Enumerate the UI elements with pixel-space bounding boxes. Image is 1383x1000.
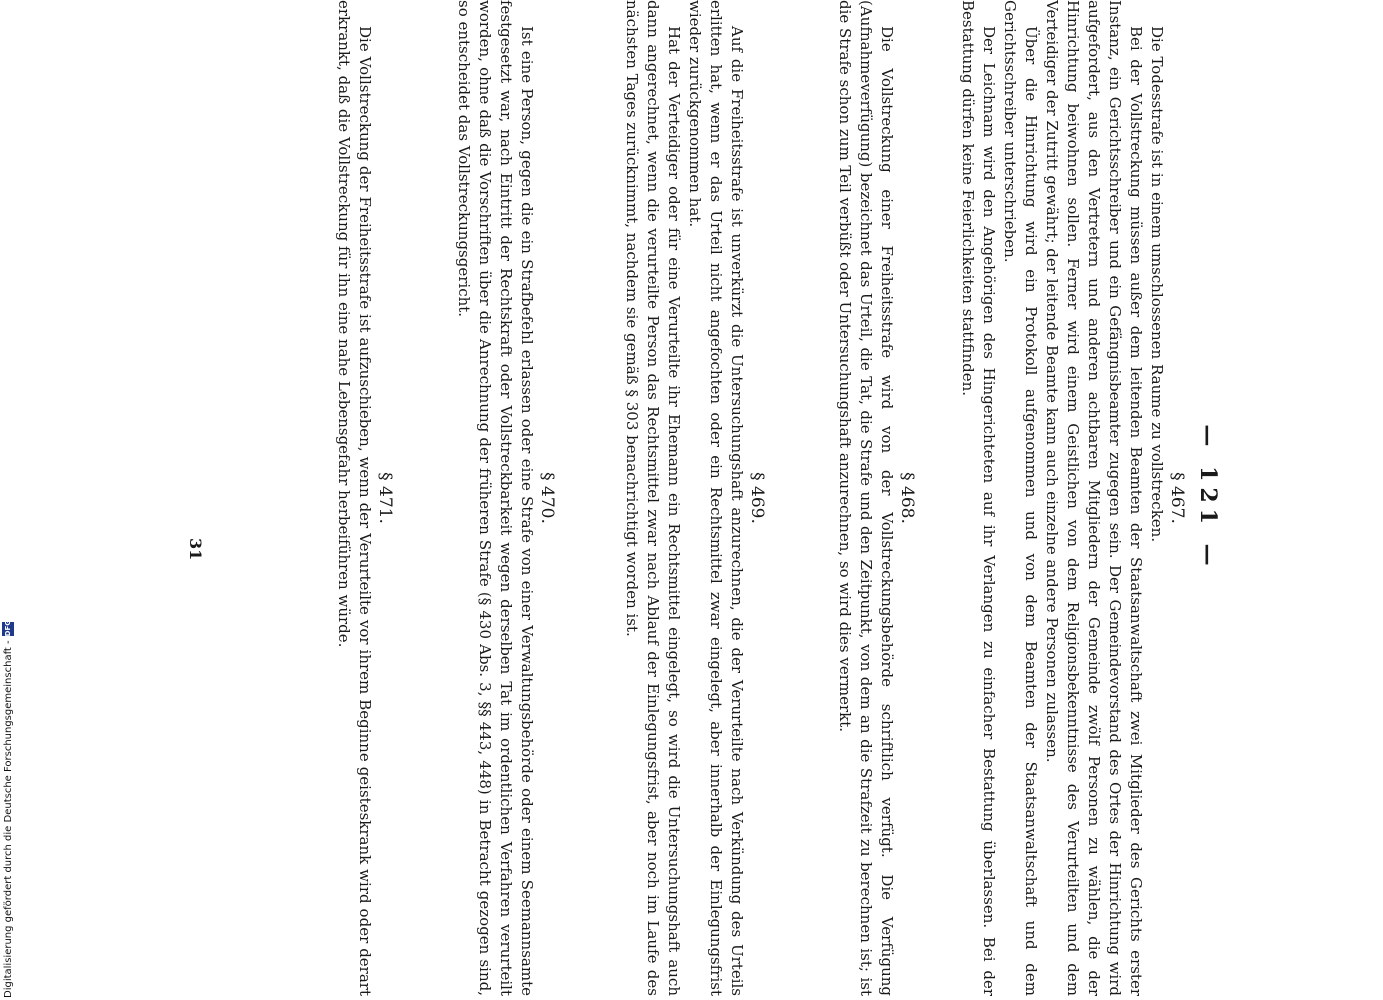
- section-paragraph: Ist eine Person, gegen die ein Strafbefehl erlassen oder eine Strafe von einer Verwaltungsbehörde oder einem Seemannsamte festgesetzt war, nach Eintritt der Rechtskraft oder Vollstreckbarkeit wegen derselben Tat im ordentlichen Verfahren verurteilt worden, ohne daß die Vorschriften über die Anrechnung der früheren Strafe (§ 430 Abs. 3, §§ 443, 448) in Betracht gezogen sind, so entscheidet das Vollstreckungsgericht.: [455, 0, 536, 996]
- section-title: § 467.: [1167, 472, 1187, 524]
- funding-note: [2, 622, 14, 998]
- section-title: § 471.: [375, 472, 395, 524]
- page-number: — 121 —: [1195, 424, 1221, 572]
- document-page: [150, 0, 1235, 998]
- signature-mark: 31: [186, 538, 205, 561]
- section-paragraph: Über die Hinrichtung wird ein Protokoll aufgenommen und von dem Beamten der Staatsanwaltschaft und dem Gerichtsschreiber unterschrieben.: [1001, 0, 1040, 996]
- section-title: § 470.: [537, 472, 557, 524]
- section-title: § 469.: [747, 472, 767, 524]
- section-paragraph: Der Leichnam wird den Angehörigen des Hingerichteten auf ihr Verlangen zu einfacher Bestattung überlassen. Bei der Bestattung dürfen keine Feierlichkeiten stattfinden.: [959, 0, 998, 996]
- section-468: [834, 0, 917, 998]
- section-471: [333, 0, 395, 998]
- dfg-logo-icon: DFG: [4, 620, 12, 637]
- section-paragraph: Bei der Vollstreckung müssen außer dem leitenden Beamten der Staatsanwaltschaft zwei Mitglieder des Gerichts erster Instanz, ein Gerichtsschreiber und ein Gefängnisbeamter zugegen sein. Der Gemeindevorstand des Ortes der Hinrichtung wird aufgefordert, aus den Vertretern und anderen achtbaren Mitgliedern der Gemeinde zwölf Personen zu wählen, die der Hinrichtung beiwohnen sollen. Ferner wird einem Geistlichen von dem Religionsbekenntnisse des Verurteilten und dem Verteidiger der Zutritt gewährt; der leitende Beamte kann auch einzelne andere Personen zulassen.: [1043, 0, 1145, 996]
- section-469: [621, 0, 767, 998]
- section-title: § 468.: [897, 472, 917, 524]
- section-470: [453, 0, 557, 998]
- section-paragraph: Die Todesstrafe ist in einem umschlossenen Raume zu vollstrecken.: [1148, 26, 1166, 543]
- section-paragraph: Die Vollstreckung einer Freiheitsstrafe wird von der Vollstreckungsbehörde schriftlich verfügt. Die Verfügung (Aufnahmeverfügung) bezeichnet das Urteil, die Tat, die Strafe und den Zeitpunkt, von dem an die Strafzeit zu berechnen ist; ist die Strafe schon zum Teil verbüßt oder Untersuchungshaft anzurechnen, so wird dies vermerkt.: [836, 0, 896, 996]
- section-467: [957, 0, 1187, 998]
- funding-note-text: Digitalisierung gefördert durch die Deutsche Forschungsgemeinschaft -: [2, 640, 14, 998]
- section-paragraph: Auf die Freiheitsstrafe ist unverkürzt die Untersuchungshaft anzurechnen, die der Verurteilte nach Verkündung des Urteils erlitten hat, wenn er das Urteil nicht angefochten oder ein Rechtsmittel zwar eingelegt, aber innerhalb der Einlegungsfrist wieder zurückgenommen hat.: [686, 0, 746, 996]
- section-paragraph: Die Vollstreckung der Freiheitsstrafe ist aufzuschieben, wenn der Verurteilte vor ihrem Beginne geisteskrank wird oder derart erkrankt, daß die Vollstreckung für ihn eine nahe Lebensgefahr herbeiführen würde.: [335, 0, 374, 996]
- section-paragraph: Hat der Verteidiger oder für eine Verurteilte ihr Ehemann ein Rechtsmittel eingelegt, so wird die Untersuchungshaft auch dann angerechnet, wenn die verurteilte Person das Rechtsmittel zwar nach Ablauf der Einlegungsfrist, aber noch im Laufe des nächsten Tages zurücknimmt, nachdem sie gemäß § 303 benachrichtigt worden ist.: [623, 0, 683, 996]
